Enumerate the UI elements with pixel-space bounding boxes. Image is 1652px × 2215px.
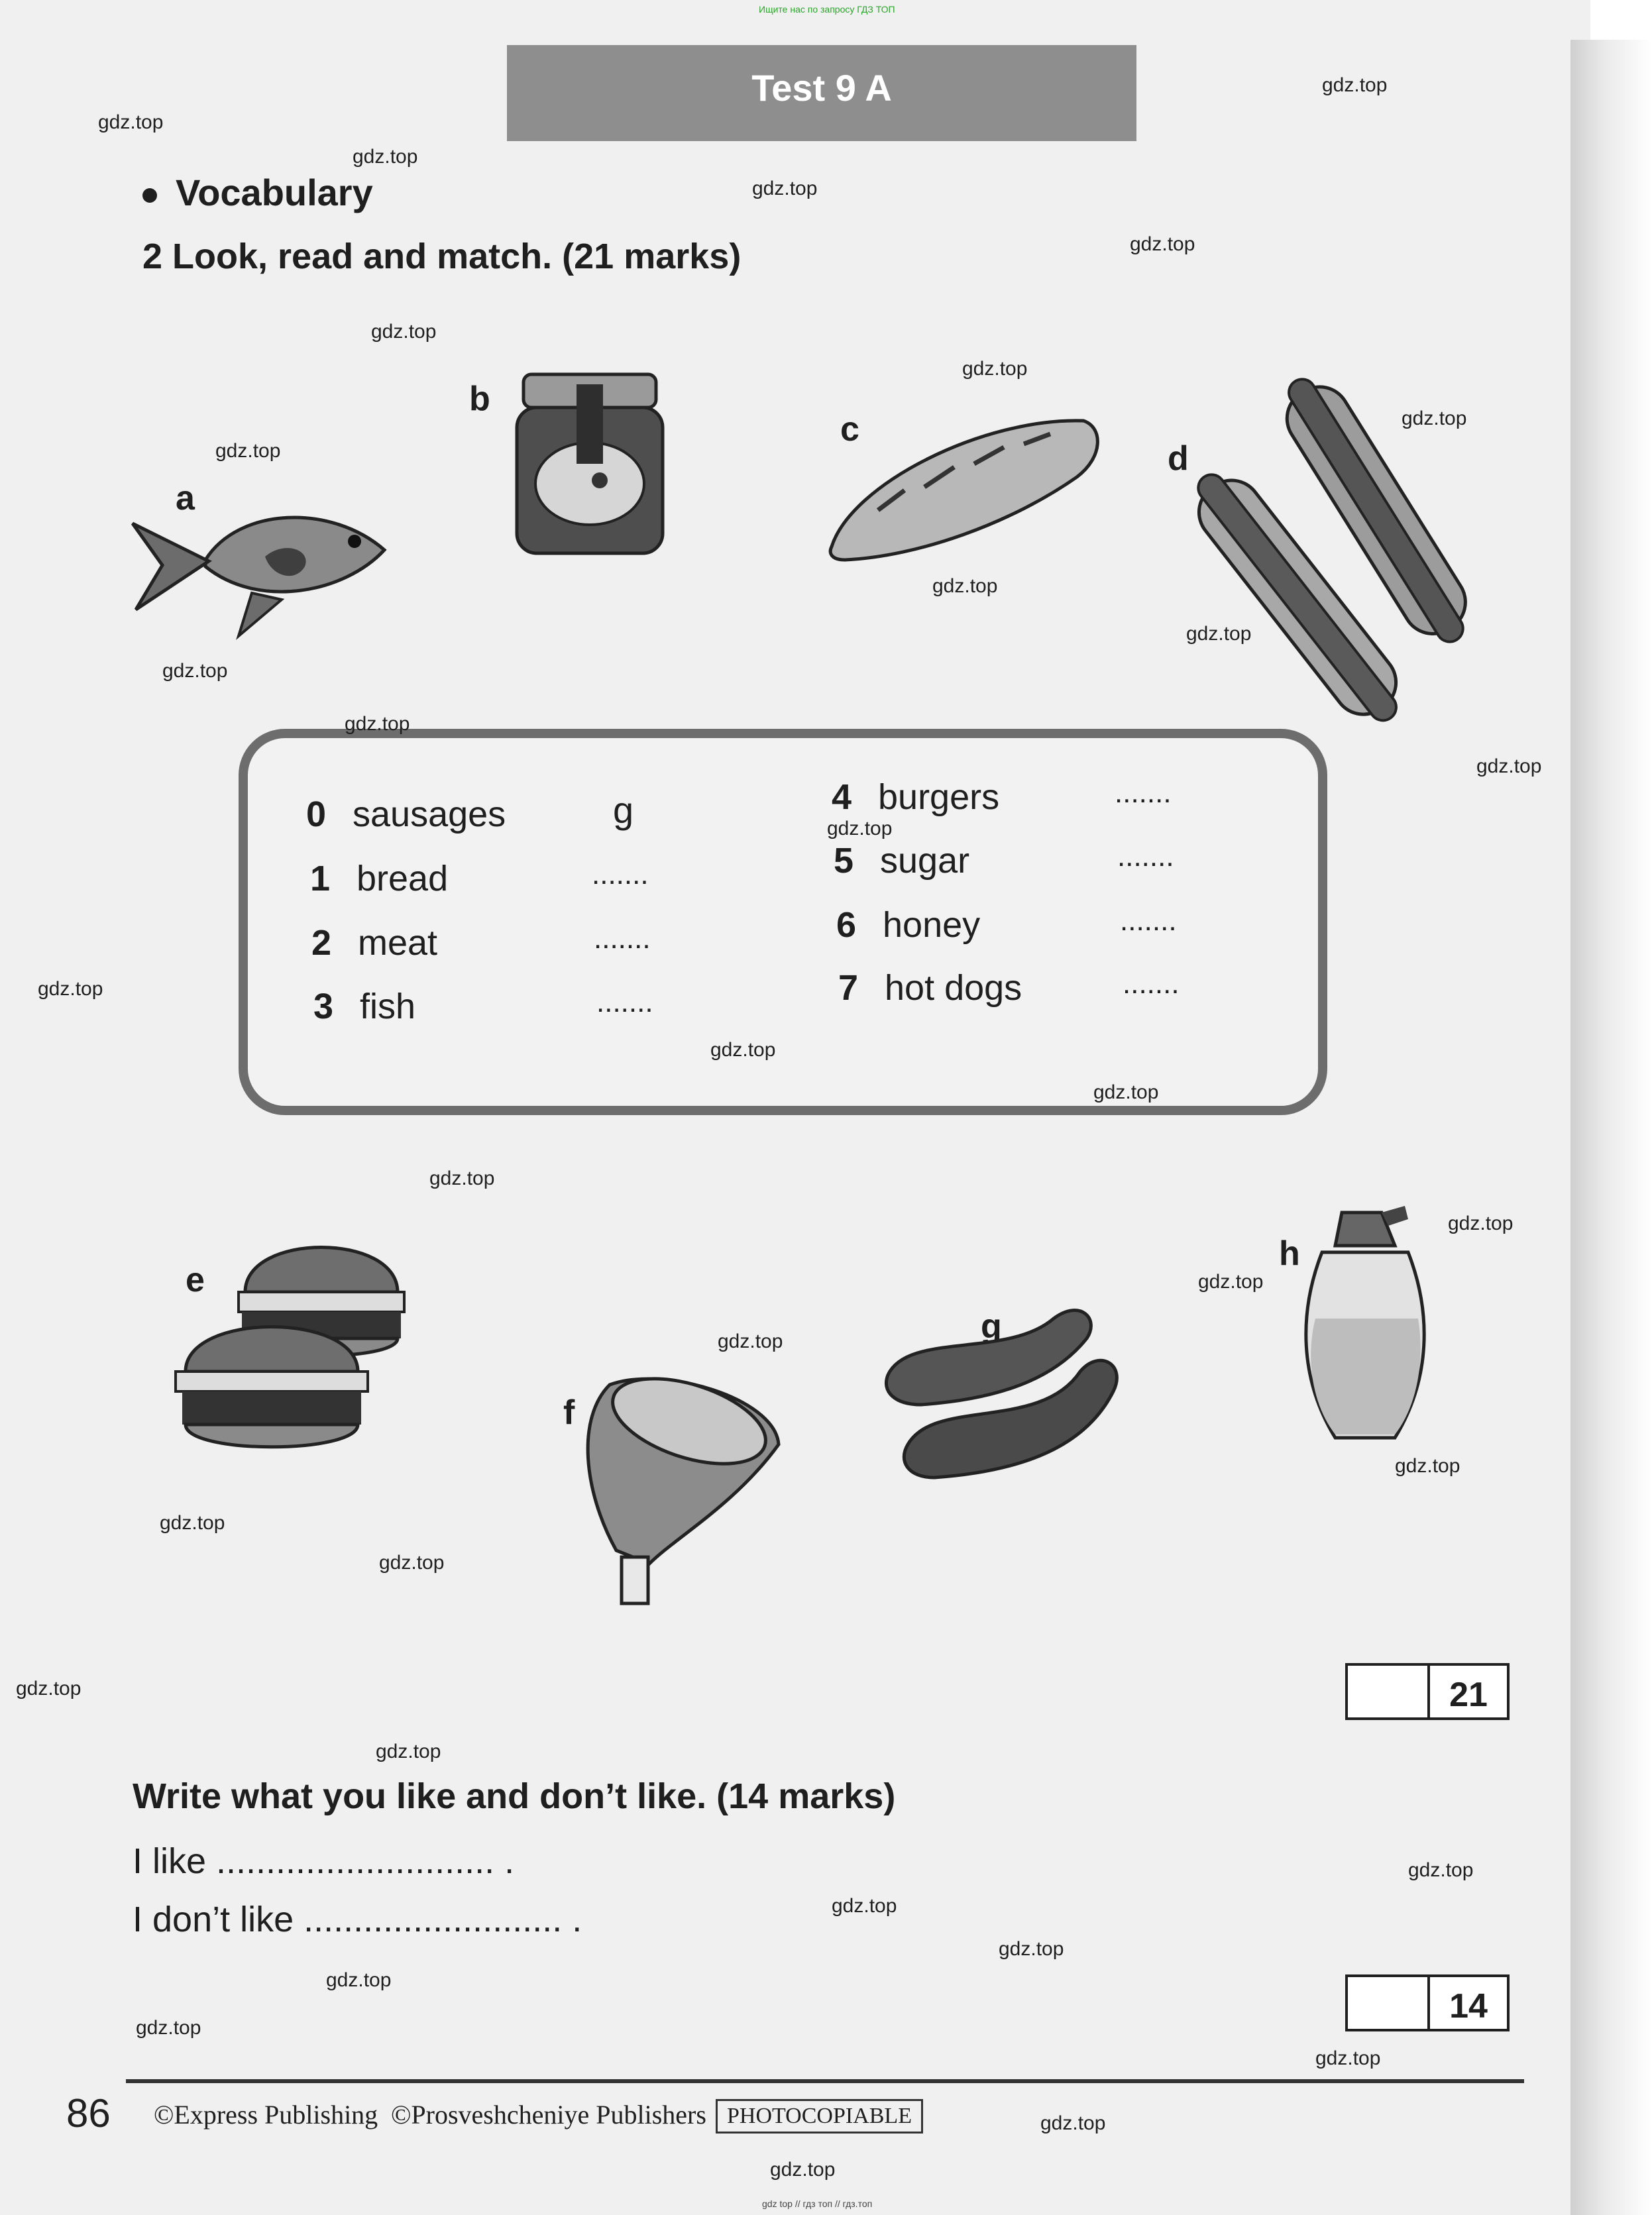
watermark: gdz.top (353, 146, 418, 168)
watermark: gdz.top (326, 1969, 392, 1991)
picture-label-c: c (840, 410, 859, 449)
match-answer-5[interactable]: ....... (1117, 840, 1174, 873)
match-answer-0: g (613, 789, 634, 831)
watermark: gdz.top (1395, 1455, 1460, 1477)
picture-label-d: d (1168, 439, 1189, 478)
watermark: gdz.top (136, 2017, 201, 2039)
match-item-1: 1 bread (310, 859, 449, 898)
picture-label-a: a (176, 479, 195, 517)
task2-score: 21 (1449, 1676, 1488, 1714)
watermark: gdz.top (827, 818, 893, 839)
bread-icon (825, 411, 1103, 563)
match-answer-3[interactable]: ....... (596, 986, 653, 1018)
publisher-prosveshcheniye: ©Prosveshcheniye Publishers (391, 2100, 706, 2130)
watermark: gdz.top (1322, 74, 1388, 96)
honey-jar-icon (510, 371, 669, 560)
watermark: gdz.top (752, 178, 818, 199)
bottom-note: gdz top // гдз топ // гдз.топ (762, 2198, 873, 2209)
publisher-express: ©Express Publishing (154, 2100, 378, 2130)
match-item-6: 6 honey (836, 905, 981, 945)
watermark: gdz.top (1408, 1859, 1474, 1881)
match-item-3: 3 fish (313, 987, 416, 1026)
section-heading (142, 171, 373, 214)
title-bar (507, 45, 1136, 141)
watermark: gdz.top (1198, 1271, 1264, 1293)
watermark: gdz.top (710, 1039, 776, 1061)
picture-label-f: f (563, 1393, 575, 1432)
match-answer-2[interactable]: ....... (594, 922, 651, 955)
page-title: Test 9 A (751, 67, 892, 109)
picture-label-e: e (186, 1261, 205, 1299)
watermark: gdz.top (16, 1678, 82, 1700)
watermark: gdz.top (215, 440, 281, 462)
meat-icon (570, 1372, 789, 1617)
photocopiable-label: PHOTOCOPIABLE (716, 2099, 923, 2134)
watermark: gdz.top (371, 321, 437, 343)
watermark: gdz.top (162, 660, 228, 682)
task3-heading: Write what you like and don’t like. (14 marks) (133, 1776, 896, 1816)
watermark: gdz.top (1448, 1213, 1514, 1234)
section-title: Vocabulary (176, 172, 373, 213)
watermark: gdz.top (718, 1330, 783, 1352)
match-item-5: 5 sugar (834, 841, 970, 881)
watermark: gdz.top (38, 978, 103, 1000)
picture-label-g: g (981, 1307, 1002, 1346)
watermark: gdz.top (376, 1741, 441, 1762)
watermark: gdz.top (345, 713, 410, 735)
watermark: gdz.top (1093, 1081, 1159, 1103)
watermark: gdz.top (1040, 2112, 1106, 2134)
footer-rule (126, 2079, 1524, 2083)
watermark: gdz.top (770, 2159, 836, 2181)
watermark: gdz.top (832, 1895, 897, 1917)
task3-score: 14 (1449, 1987, 1488, 2026)
match-item-0: 0 sausages (306, 794, 506, 834)
watermark: gdz.top (1315, 2047, 1381, 2069)
picture-label-h: h (1279, 1234, 1300, 1273)
hot-dogs-icon (1180, 398, 1491, 709)
sausages-icon (881, 1292, 1133, 1504)
watermark: gdz.top (1186, 623, 1252, 645)
task2-score-box (1345, 1663, 1510, 1720)
watermark: gdz.top (429, 1167, 495, 1189)
picture-label-b: b (469, 380, 490, 418)
sugar-shaker-icon (1295, 1206, 1435, 1451)
match-answer-4[interactable]: ....... (1115, 777, 1172, 809)
page-number: 86 (66, 2091, 111, 2135)
watermark: gdz.top (1130, 233, 1195, 255)
watermark: gdz.top (379, 1552, 445, 1574)
burgers-icon (172, 1219, 470, 1471)
match-answer-1[interactable]: ....... (592, 858, 649, 891)
task2-heading: 2 Look, read and match. (21 marks) (142, 237, 742, 276)
task3-score-box (1345, 1974, 1510, 2031)
match-answer-6[interactable]: ....... (1120, 904, 1177, 937)
watermark: gdz.top (1402, 407, 1467, 429)
like-line[interactable]: I like ............................ . (133, 1841, 515, 1881)
book-spine-shadow (1570, 40, 1652, 2215)
match-item-2: 2 meat (311, 923, 438, 963)
top-note: Ищите нас по запросу ГДЗ ТОП (759, 4, 895, 15)
watermark: gdz.top (932, 575, 998, 597)
watermark: gdz.top (98, 111, 164, 133)
match-item-7: 7 hot dogs (838, 968, 1022, 1008)
watermark: gdz.top (1476, 755, 1542, 777)
fish-icon (126, 487, 398, 639)
match-answer-7[interactable]: ....... (1123, 967, 1180, 1000)
watermark: gdz.top (160, 1512, 225, 1534)
match-item-4: 4 burgers (832, 777, 1000, 817)
watermark: gdz.top (962, 358, 1028, 380)
bullet-icon (142, 188, 157, 203)
watermark: gdz.top (999, 1938, 1064, 1960)
dont-like-line[interactable]: I don’t like .......................... . (133, 1900, 582, 1939)
